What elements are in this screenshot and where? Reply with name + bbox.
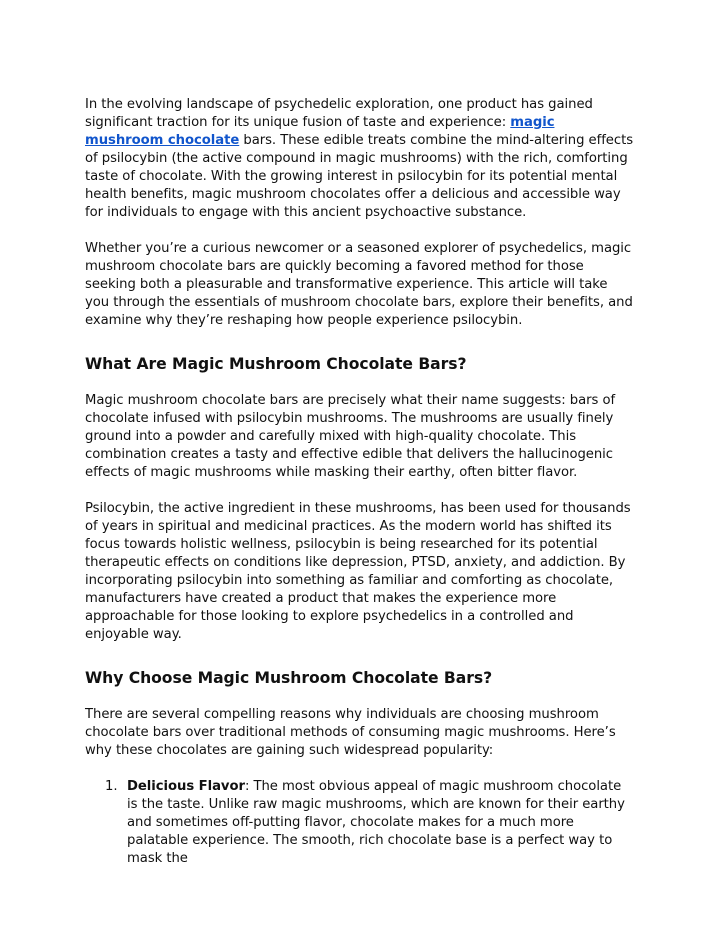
section1-paragraph-1: Magic mushroom chocolate bars are precisely what their name suggests: bars of chocolate infused with psilocybin mushrooms. The mushrooms are usually finely ground into a powder and carefully mixed with high-quality chocolate. This combination creates a tasty and effective edible that delivers the hallucinogenic effects of magic mushrooms while masking their earthy, often bitter flavor. bbox=[85, 393, 616, 480]
intro-text-before-link: In the evolving landscape of psychedelic exploration, one product has gained significant traction for its unique fusion of taste and experience: bbox=[85, 97, 593, 130]
reasons-list bbox=[85, 778, 635, 868]
section-heading-why-choose: Why Choose Magic Mushroom Chocolate Bars? bbox=[85, 669, 493, 687]
section2-paragraph-1: There are several compelling reasons why individuals are choosing mushroom chocolate bars over traditional methods of consuming magic mushrooms. Here’s why these chocolates are gaining such widespread popularity: bbox=[85, 707, 616, 758]
document-page bbox=[85, 96, 635, 868]
intro-text-after-link: bars. These edible treats combine the mind-altering effects of psilocybin (the active compound in magic mushrooms) with the rich, comforting taste of chocolate. With the growing interest in psilocybin for its potential mental health benefits, magic mushroom chocolates offer a delicious and accessible way for individuals to engage with this ancient psychoactive substance. bbox=[85, 133, 634, 220]
list-item-title: Delicious Flavor bbox=[127, 779, 245, 794]
list-item-text: : The most obvious appeal of magic mushroom chocolate is the taste. Unlike raw magic mushrooms, which are known for their earthy and sometimes off-putting flavor, chocolate makes for a much more palatable experience. The smooth, rich chocolate base is a perfect way to mask the bbox=[127, 779, 625, 866]
list-item bbox=[85, 778, 635, 868]
intro-paragraph-2: Whether you’re a curious newcomer or a seasoned explorer of psychedelics, magic mushroom chocolate bars are quickly becoming a favored method for those seeking both a pleasurable and transformative experience. This article will take you through the essentials of mushroom chocolate bars, explore their benefits, and examine why they’re reshaping how people experience psilocybin. bbox=[85, 241, 633, 328]
section1-paragraph-2: Psilocybin, the active ingredient in these mushrooms, has been used for thousands of years in spiritual and medicinal practices. As the modern world has shifted its focus towards holistic wellness, psilocybin is being researched for its potential therapeutic effects on conditions like depression, PTSD, anxiety, and addiction. By incorporating psilocybin into something as familiar and comforting as chocolate, manufacturers have created a product that makes the experience more approachable for those looking to explore psychedelics in a controlled and enjoyable way. bbox=[85, 501, 631, 642]
intro-paragraph-1 bbox=[85, 96, 635, 222]
section-heading-what-are: What Are Magic Mushroom Chocolate Bars? bbox=[85, 355, 467, 373]
list-item-number: 1. bbox=[105, 779, 118, 794]
magic-mushroom-chocolate-link[interactable]: magic mushroom chocolate bbox=[85, 115, 555, 148]
